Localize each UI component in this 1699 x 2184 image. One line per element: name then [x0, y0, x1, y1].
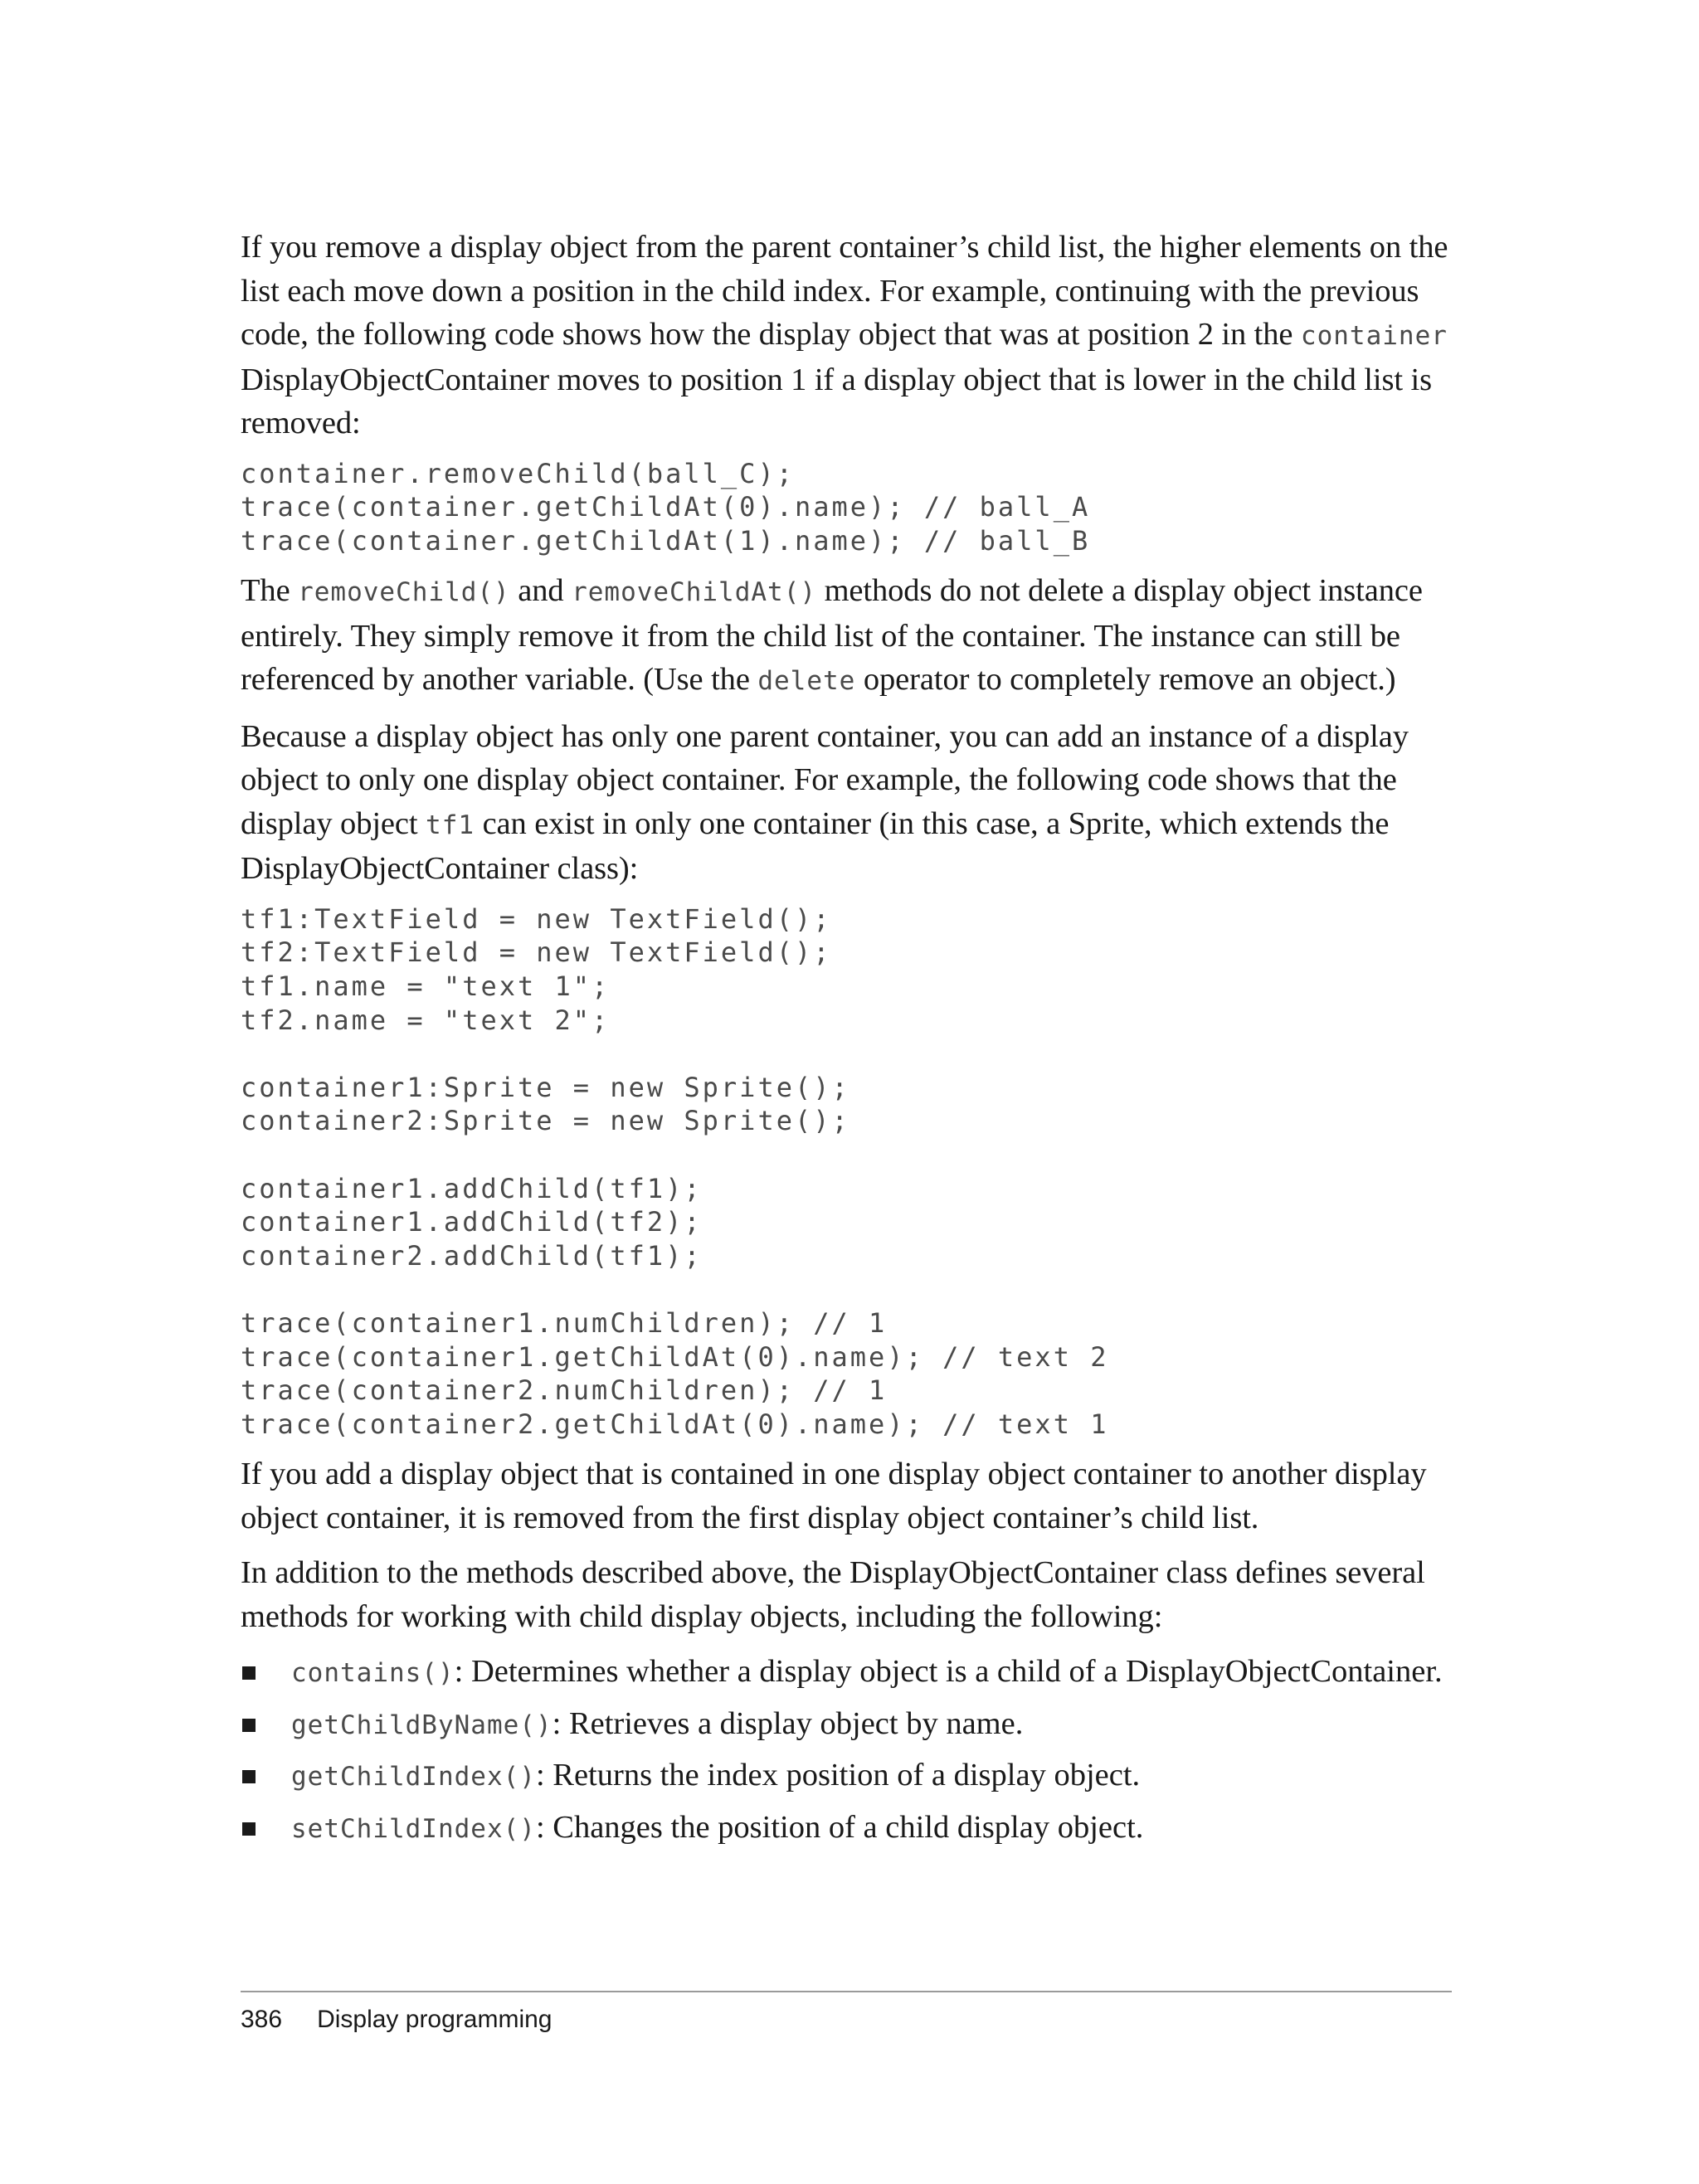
- para1-text-1: If you remove a display object from the parent container’s child list, the higher elements on the list each move down a position in the child index. For example, continuing with the previous code, the following code shows how the display object that was at position 2 in the: [241, 230, 1448, 352]
- para3-text-2: can exist in only one container (in this case, a Sprite, which extends the DisplayObjectContainer class):: [241, 805, 1390, 887]
- code-line: tf2:TextField = new TextField();: [241, 936, 832, 969]
- para2-text-4: operator to completely remove an object.): [855, 662, 1396, 698]
- page-footer: [241, 2006, 553, 2034]
- para2-text-3: methods do not delete a display object instance entirely. They simply remove it from the child list of the container. The instance can still be referenced by another variable. (Use the: [241, 573, 1423, 698]
- list-item-getchildindex: [241, 1754, 1452, 1799]
- para2-text-1: The: [241, 573, 299, 609]
- code-line-blank: [241, 1138, 1452, 1172]
- footer-divider: [241, 1991, 1452, 1992]
- code-line: tf1.name = "text 1";: [241, 970, 611, 1002]
- method-description: : Changes the position of a child display object.: [535, 1809, 1144, 1845]
- inline-code-tf1: tf1: [426, 810, 475, 840]
- methods-list: [241, 1650, 1452, 1851]
- bullet-square-icon: [242, 1822, 256, 1836]
- code-line: container2.addChild(tf1);: [241, 1239, 703, 1272]
- para1-text-2: DisplayObjectContainer moves to position 1 if a display object that is lower in the child list is removed:: [241, 362, 1432, 440]
- method-name: setChildIndex(): [291, 1813, 536, 1844]
- list-item-getchildbyname: [241, 1702, 1452, 1748]
- code-block-containers: [241, 902, 1452, 1442]
- para2-text-2: and: [509, 573, 572, 609]
- inline-code-removechildat: removeChildAt(): [572, 577, 817, 608]
- code-line: trace(container1.numChildren); // 1: [241, 1306, 888, 1339]
- paragraph-add-moves: If you add a display object that is contained in one display object container to another display object container, it is removed from the first display object container’s child list.: [241, 1457, 1427, 1535]
- method-name: getChildIndex(): [291, 1762, 536, 1792]
- code-line: trace(container2.numChildren); // 1: [241, 1374, 888, 1407]
- inline-code-removechild: removeChild(): [298, 577, 510, 608]
- code-block-remove-child: [241, 457, 1452, 558]
- code-line: container1:Sprite = new Sprite();: [241, 1071, 850, 1103]
- inline-code-container: container: [1300, 321, 1448, 351]
- paragraph-methods-intro: In addition to the methods described above, the DisplayObjectContainer class defines several methods for working with child display objects, including the following:: [241, 1555, 1425, 1634]
- code-line: trace(container.getChildAt(1).name); // ball_B: [241, 524, 1091, 557]
- bullet-square-icon: [242, 1719, 256, 1732]
- paragraph-remove-methods: [241, 569, 1452, 703]
- method-name: contains(): [291, 1658, 455, 1689]
- inline-code-delete: delete: [757, 666, 856, 697]
- method-description: : Retrieves a display object by name.: [552, 1705, 1024, 1741]
- code-line: container1.addChild(tf2);: [241, 1206, 703, 1238]
- paragraph-remove-child: [241, 226, 1452, 445]
- page-number: 386: [241, 2006, 283, 2033]
- code-line: trace(container1.getChildAt(0).name); // text 2: [241, 1340, 1109, 1373]
- code-line: container1.addChild(tf1);: [241, 1172, 703, 1204]
- code-line: tf1:TextField = new TextField();: [241, 902, 832, 935]
- para3-text-1: Because a display object has only one parent container, you can add an instance of a display object to only one display object container. For example, the following code shows that the display object: [241, 718, 1409, 841]
- paragraph-one-parent: [241, 715, 1452, 891]
- bullet-square-icon: [242, 1666, 256, 1680]
- bullet-square-icon: [242, 1770, 256, 1783]
- section-title: Display programming: [317, 2006, 553, 2033]
- code-line-blank: [241, 1037, 1452, 1071]
- code-line: trace(container2.getChildAt(0).name); // text 1: [241, 1408, 1109, 1440]
- code-line: trace(container.getChildAt(0).name); // ball_A: [241, 491, 1091, 523]
- code-line: container.removeChild(ball_C);: [241, 457, 795, 489]
- code-line: tf2.name = "text 2";: [241, 1004, 611, 1036]
- method-description: : Determines whether a display object is a child of a DisplayObjectContainer.: [454, 1654, 1443, 1690]
- page-content: [241, 226, 1452, 1857]
- code-line: container2:Sprite = new Sprite();: [241, 1105, 850, 1137]
- method-name: getChildByName(): [291, 1710, 553, 1740]
- list-item-setchildindex: [241, 1806, 1452, 1851]
- method-description: : Returns the index position of a display object.: [535, 1758, 1141, 1793]
- code-line-blank: [241, 1272, 1452, 1306]
- list-item-contains: [241, 1650, 1452, 1695]
